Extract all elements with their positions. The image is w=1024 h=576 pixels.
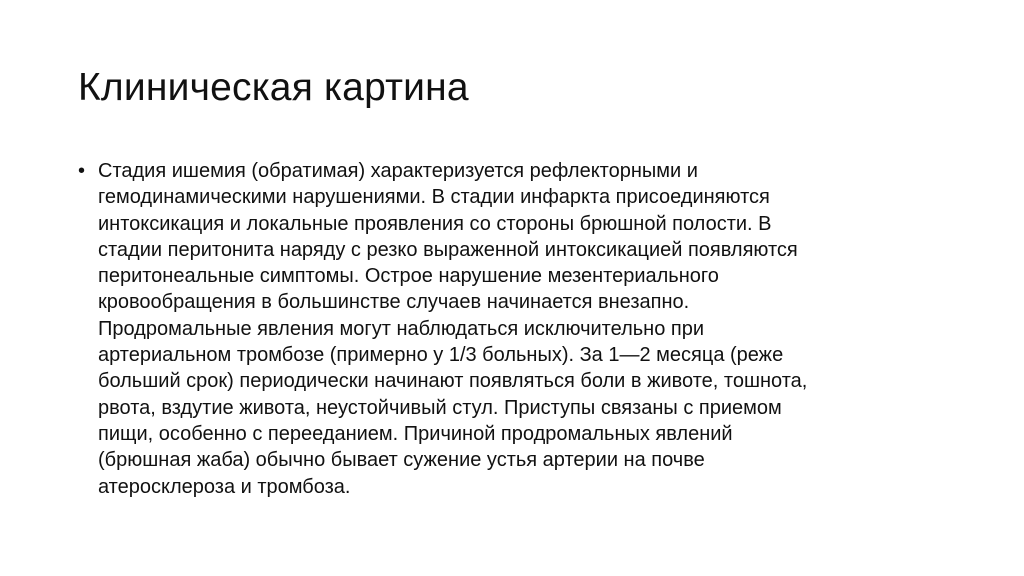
text-line: атеросклероза и тромбоза. bbox=[98, 475, 351, 498]
text-line: Стадия ишемия (обратимая) характеризуется рефлекторными и bbox=[98, 160, 698, 182]
text-line: стадии перитонита наряду с резко выраженной интоксикацией появляются bbox=[98, 238, 798, 261]
bullet-text bbox=[98, 158, 958, 500]
text-line: перитонеальные симптомы. Острое нарушение мезентериального bbox=[98, 265, 719, 288]
text-line: Продромальные явления могут наблюдаться исключительно при bbox=[98, 317, 705, 340]
text-line: интоксикация и локальные проявления со стороны брюшной полости. В bbox=[98, 212, 772, 235]
text-line: (брюшная жаба) обычно бывает сужение устья артерии на почве bbox=[98, 449, 705, 472]
text-line: кровообращения в большинстве случаев начинается внезапно. bbox=[98, 291, 690, 314]
bullet-marker: • bbox=[78, 160, 86, 182]
bullet-list bbox=[78, 158, 958, 500]
bullet-item bbox=[78, 158, 958, 500]
text-line: гемодинамическими нарушениями. В стадии инфаркта присоединяются bbox=[98, 186, 770, 209]
text-line: рвота, вздутие живота, неустойчивый стул. Приступы связаны с приемом bbox=[98, 396, 782, 419]
slide-title: Клиническая картина bbox=[78, 66, 469, 109]
text-line: пищи, особенно с перееданием. Причиной продромальных явлений bbox=[98, 422, 733, 445]
text-line: артериальном тромбозе (примерно у 1/3 больных). За 1—2 месяца (реже bbox=[98, 344, 784, 367]
text-line: больший срок) периодически начинают появляться боли в животе, тошнота, bbox=[98, 370, 808, 393]
